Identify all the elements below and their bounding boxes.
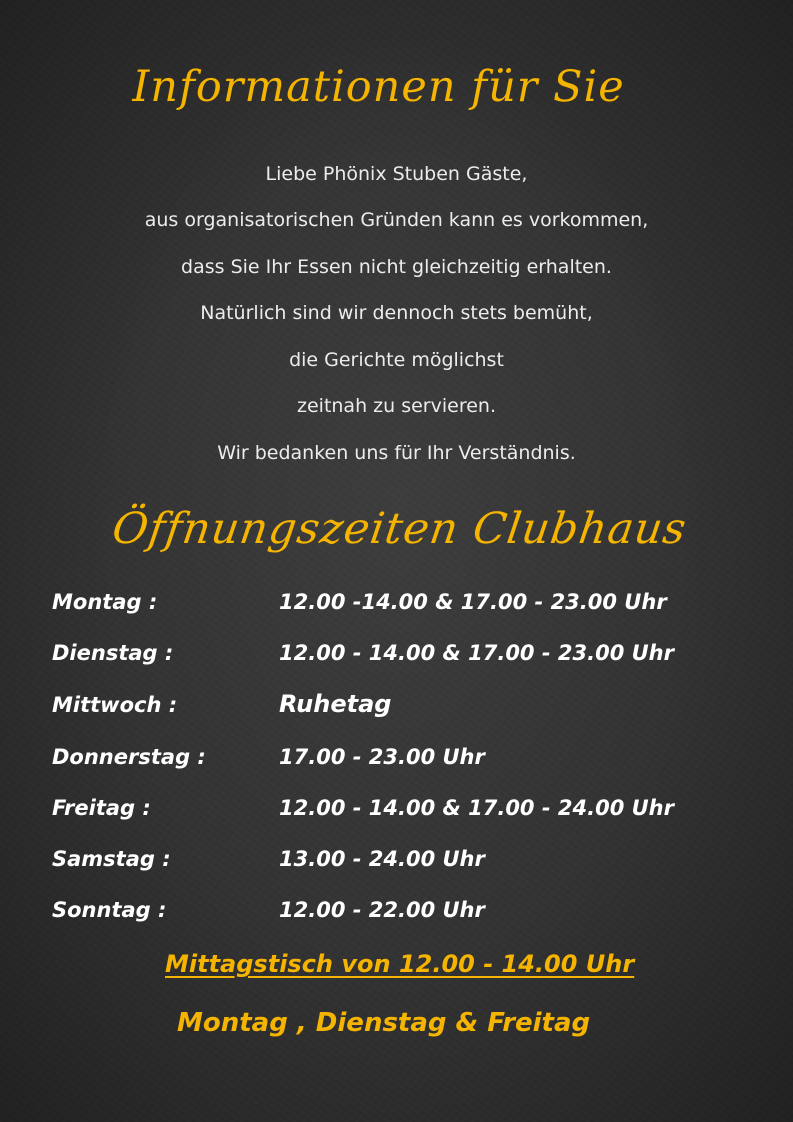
- day-label: Sonntag :: [52, 898, 167, 922]
- hours-row-tuesday: [52, 641, 752, 675]
- time-value: 17.00 - 23.00 Uhr: [279, 745, 485, 769]
- time-value: 12.00 - 14.00 & 17.00 - 23.00 Uhr: [279, 641, 674, 665]
- hours-row-saturday: [52, 847, 752, 881]
- time-value: 12.00 - 22.00 Uhr: [279, 898, 485, 922]
- time-value: 13.00 - 24.00 Uhr: [279, 847, 485, 871]
- day-label: Montag :: [52, 590, 158, 614]
- time-value: 12.00 -14.00 & 17.00 - 23.00 Uhr: [279, 590, 667, 614]
- hours-row-friday: [52, 796, 752, 830]
- intro-line: Liebe Phönix Stuben Gäste,: [265, 163, 528, 185]
- intro-line: aus organisatorischen Gründen kann es vorkommen,: [144, 209, 649, 231]
- time-value: 12.00 - 14.00 & 17.00 - 24.00 Uhr: [279, 796, 674, 820]
- lunch-hours: Mittagstisch von 12.00 - 14.00 Uhr: [165, 950, 635, 978]
- lunch-days: Montag , Dienstag & Freitag: [177, 1008, 591, 1038]
- hours-row-sunday: [52, 898, 752, 932]
- intro-line: zeitnah zu servieren.: [297, 395, 496, 417]
- intro-line: Natürlich sind wir dennoch stets bemüht,: [200, 302, 593, 324]
- hours-row-monday: [52, 590, 752, 624]
- day-label: Mittwoch :: [52, 693, 178, 717]
- info-title: Informationen für Sie: [132, 62, 625, 112]
- day-label: Donnerstag :: [52, 745, 206, 769]
- day-label: Freitag :: [52, 796, 151, 820]
- hours-row-thursday: [52, 745, 752, 779]
- intro-line: dass Sie Ihr Essen nicht gleichzeitig erhalten.: [181, 256, 612, 278]
- opening-hours-title: Öffnungszeiten Clubhaus: [109, 504, 690, 554]
- intro-line: die Gerichte möglichst: [289, 349, 504, 371]
- day-label: Samstag :: [52, 847, 171, 871]
- time-value: Ruhetag: [279, 690, 392, 718]
- intro-line: Wir bedanken uns für Ihr Verständnis.: [217, 442, 576, 464]
- hours-row-wednesday: [52, 690, 752, 727]
- day-label: Dienstag :: [52, 641, 174, 665]
